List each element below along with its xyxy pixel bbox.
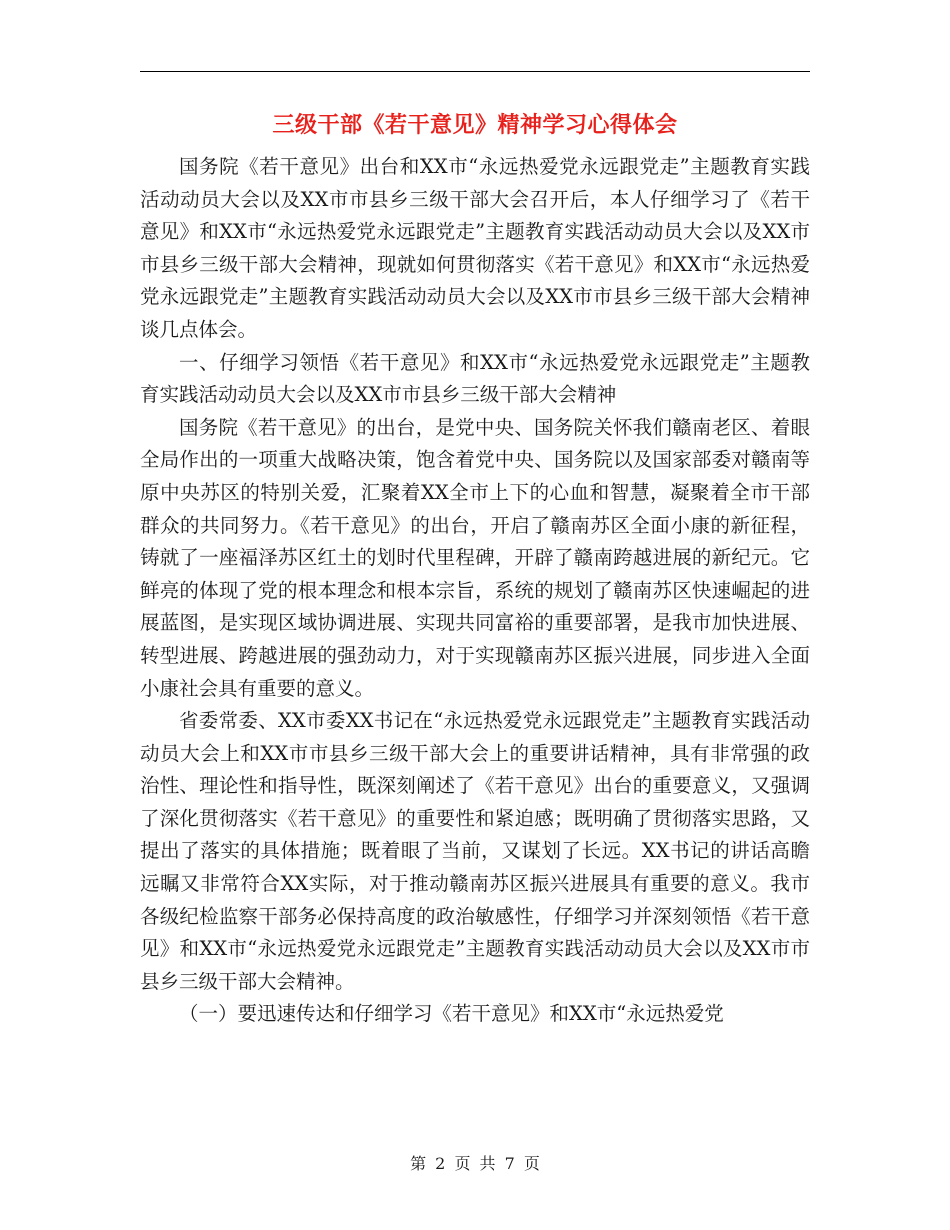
header-rule [140, 71, 810, 72]
section-heading: 一、仔细学习领悟《若干意见》和XX市“永远热爱党永远跟党走”主题教育实践活动动员大会以及XX市市县乡三级干部大会精神 [140, 350, 810, 407]
page-number-footer: 第 2 页 共 7 页 [410, 1154, 540, 1173]
paragraph: 国务院《若干意见》出台和XX市“永远热爱党永远跟党走”主题教育实践活动动员大会以及XX市市县乡三级干部大会召开后，本人仔细学习了《若干意见》和XX市“永远热爱党永远跟党走”主题教育实践活动动员大会以及XX市市县乡三级干部大会精神，现就如何贯彻落实《若干意见》和XX市“永远热爱党永远跟党走”主题教育实践活动动员大会以及XX市市县乡三级干部大会精神谈几点体会。 [140, 155, 810, 341]
subsection-heading: （一）要迅速传达和仔细学习《若干意见》和XX市“永远热爱党 [179, 1002, 724, 1026]
document-body [140, 151, 810, 1031]
paragraph: 省委常委、XX市委XX书记在“永远热爱党永远跟党走”主题教育实践活动动员大会上和XX市市县乡三级干部大会上的重要讲话精神，具有非常强的政治性、理论性和指导性，既深刻阐述了《若干意见》出台的重要意义，又强调了深化贯彻落实《若干意见》的重要性和紧迫感；既明确了贯彻落实思路，又提出了落实的具体措施；既着眼了当前，又谋划了长远。XX书记的讲话高瞻远瞩又非常符合XX实际，对于推动赣南苏区振兴进展具有重要的意义。我市各级纪检监察干部务必保持高度的政治敏感性，仔细学习并深刻领悟《若干意见》和XX市“永远热爱党永远跟党走”主题教育实践活动动员大会以及XX市市县乡三级干部大会精神。 [140, 709, 810, 993]
document-title: 三级干部《若干意见》精神学习心得体会 [272, 113, 678, 138]
paragraph: 国务院《若干意见》的出台，是党中央、国务院关怀我们赣南老区、着眼全局作出的一项重大战略决策，饱含着党中央、国务院以及国家部委对赣南等原中央苏区的特别关爱，汇聚着XX全市上下的心血和智慧，凝聚着全市干部群众的共同努力。《若干意见》的出台，开启了赣南苏区全面小康的新征程，铸就了一座福泽苏区红土的划时代里程碑，开辟了赣南跨越进展的新纪元。它鲜亮的体现了党的根本理念和根本宗旨，系统的规划了赣南苏区快速崛起的进展蓝图，是实现区域协调进展、实现共同富裕的重要部署，是我市加快进展、转型进展、跨越进展的强劲动力，对于实现赣南苏区振兴进展，同步进入全面小康社会具有重要的意义。 [140, 415, 810, 700]
